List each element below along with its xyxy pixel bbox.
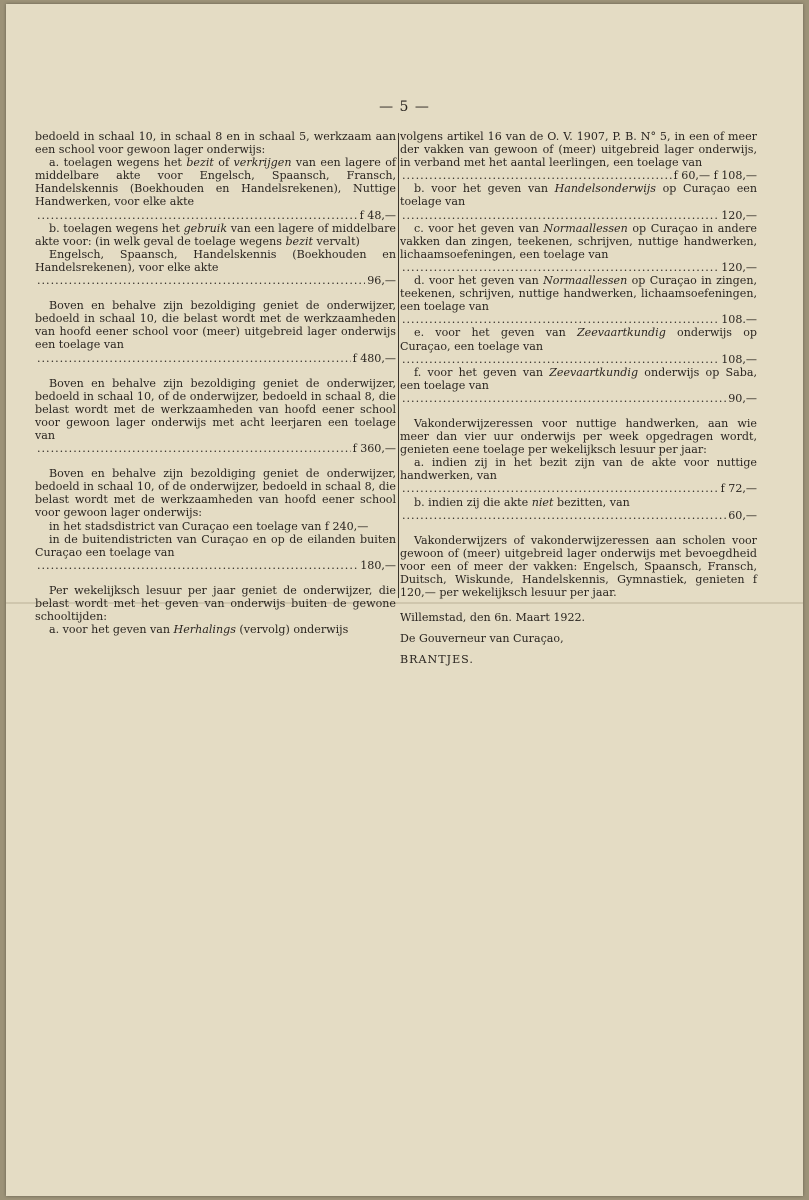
item-d-normaallessen: d. voor het geven van Normaallessen op Curaçao in zingen, teekenen, schrijven, nuttige handwerken, lichaamsoefeningen, een toelage van [400,274,757,314]
governor-title: De Gouverneur van Curaçao, [400,632,564,646]
paragraph-vakonderwijzers: Vakonderwijzers of vakonderwijzeressen aan scholen voor gewoon of (meer) uitgebreid lager onderwijs met bevoegdheid voor een of meer der vakken: Engelsch, Spaansch, Fransch, Duitsch, Wiskunde, Handelskennis, Gymnastiek, genieten f 120,— per wekelijksch lesuur per jaar. [400,533,757,600]
buitendistricten-line: in de buitendistricten van Curaçao en op de eilanden buiten Curaçao een toelage van [35,532,396,559]
item-b: b. toelagen wegens het gebruik van een lagere of middelbare akte voor: (in welk geval de toelage wegens bezit vervalt) [35,221,396,248]
artikel-continuation: volgens artikel 16 van de O. V. 1907, P. B. N° 5, in een of meer der vakken van gewoon of (meer) uitgebreid lager onderwijs, in verband met het aantal leerlingen, een toelage van [400,130,757,170]
artikel-amount: ..... f 60,— f 108,— [400,169,757,182]
lesuur-item-a: a. voor het geven van Herhalings (vervolg) onderwijs [49,623,349,637]
item-e-zeevaartkundig-amount: ..... 108,— [400,353,757,366]
paragraph-vakonderwijzeressen: Vakonderwijzeressen voor nuttige handwerken, aan wie meer dan vier uur onderwijs per week opgedragen wordt, genieten eene toelage per wekelijksch lesuur per jaar: [400,416,757,457]
item-a: a. toelagen wegens het bezit of verkrijgen van een lagere of middelbare akte voor Engelsch, Spaansch, Fransch, Handelskennis (Boekhouden en Handelsrekenen), Nuttige Handwerken, voor elke akte [35,156,397,209]
right-column [400,130,757,666]
paragraph-lesuur: Per wekelijksch lesuur per jaar geniet de onderwijzer, die belast wordt met het geven van onderwijs buiten de gewone schooltijden: [35,583,396,624]
item-c-normaallessen-amount: ..... 120,— [400,261,757,274]
left-column [35,130,396,636]
item-b-amount-row: ..... 96,— [35,274,396,287]
item-b-languages: Engelsch, Spaansch, Handelskennis (Boekhouden en Handelsrekenen), voor elke akte [35,247,396,274]
item-e-zeevaartkundig: e. voor het geven van Zeevaartkundig onderwijs op Curaçao, een toelage van [400,326,757,353]
buitendistricten-amount: ..... 180,— [35,559,396,572]
paragraph-head-gewoon-lager: Boven en behalve zijn bezoldiging geniet de onderwijzer, bedoeld in schaal 10, of de onderwijzer, bedoeld in schaal 8, die belast wordt met de werkzaamheden van hoofd eener school voor gewoon lager onderwijs: [35,467,396,520]
paragraph-head-uitgebreid: Boven en behalve zijn bezoldiging geniet de onderwijzer, bedoeld in schaal 10, die belast wordt met de werkzaamheden van hoofd eener school voor (meer) uitgebreid lager onderwijs een toelage van [35,299,396,352]
vakonderwijzeressen-item-a-amount: ..... f 72,— [400,482,757,495]
paragraph-head-acht-leerjaren-amount: ..... f 360,— [35,442,396,455]
item-a-amount-row: ..... f 48,— [35,209,396,222]
vakonderwijzeressen-item-a: a. indien zij in het bezit zijn van de akte voor nuttige handwerken, van [400,456,757,483]
place-date: Willemstad, den 6n. Maart 1922. [400,611,586,625]
item-f-zeevaartkundig-amount: ..... 90,— [400,392,757,405]
paragraph-head-acht-leerjaren: Boven en behalve zijn bezoldiging geniet de onderwijzer, bedoeld in schaal 10, of de onderwijzer, bedoeld in schaal 8, die belast wordt met de werkzaamheden van hoofd eener school voor gewoon lager onderwijs met acht leerjaren een toelage van [35,376,396,442]
vakonderwijzeressen-item-b: b. indien zij die akte niet bezitten, van [414,495,630,509]
paragraph-head-uitgebreid-amount: ..... f 480,— [35,352,396,365]
section-intro: bedoeld in schaal 10, in schaal 8 en in schaal 5, werkzaam aan een school voor gewoon lager onderwijs: [35,130,396,157]
page-number: — 5 — [379,99,430,115]
vakonderwijzeressen-item-b-amount: ..... 60,— [400,509,757,522]
column-divider [398,133,399,598]
stadsdistrict-line: in het stadsdistrict van Curaçao een toelage van f 240,— [49,519,369,533]
item-b-handelsonderwijs: b. voor het geven van Handelsonderwijs op Curaçao een toelage van [400,182,757,209]
item-f-zeevaartkundig: f. voor het geven van Zeevaartkundig onderwijs op Saba, een toelage van [400,365,757,392]
item-c-normaallessen: c. voor het geven van Normaallessen op Curaçao in andere vakken dan zingen, teekenen, schrijven, nuttige handwerken, lichaamsoefeningen, een toelage van [400,221,757,261]
item-d-normaallessen-amount: ..... 108.— [400,313,757,326]
signature: BRANTJES. [400,653,474,667]
item-b-handelsonderwijs-amount: ..... 120,— [400,209,757,222]
